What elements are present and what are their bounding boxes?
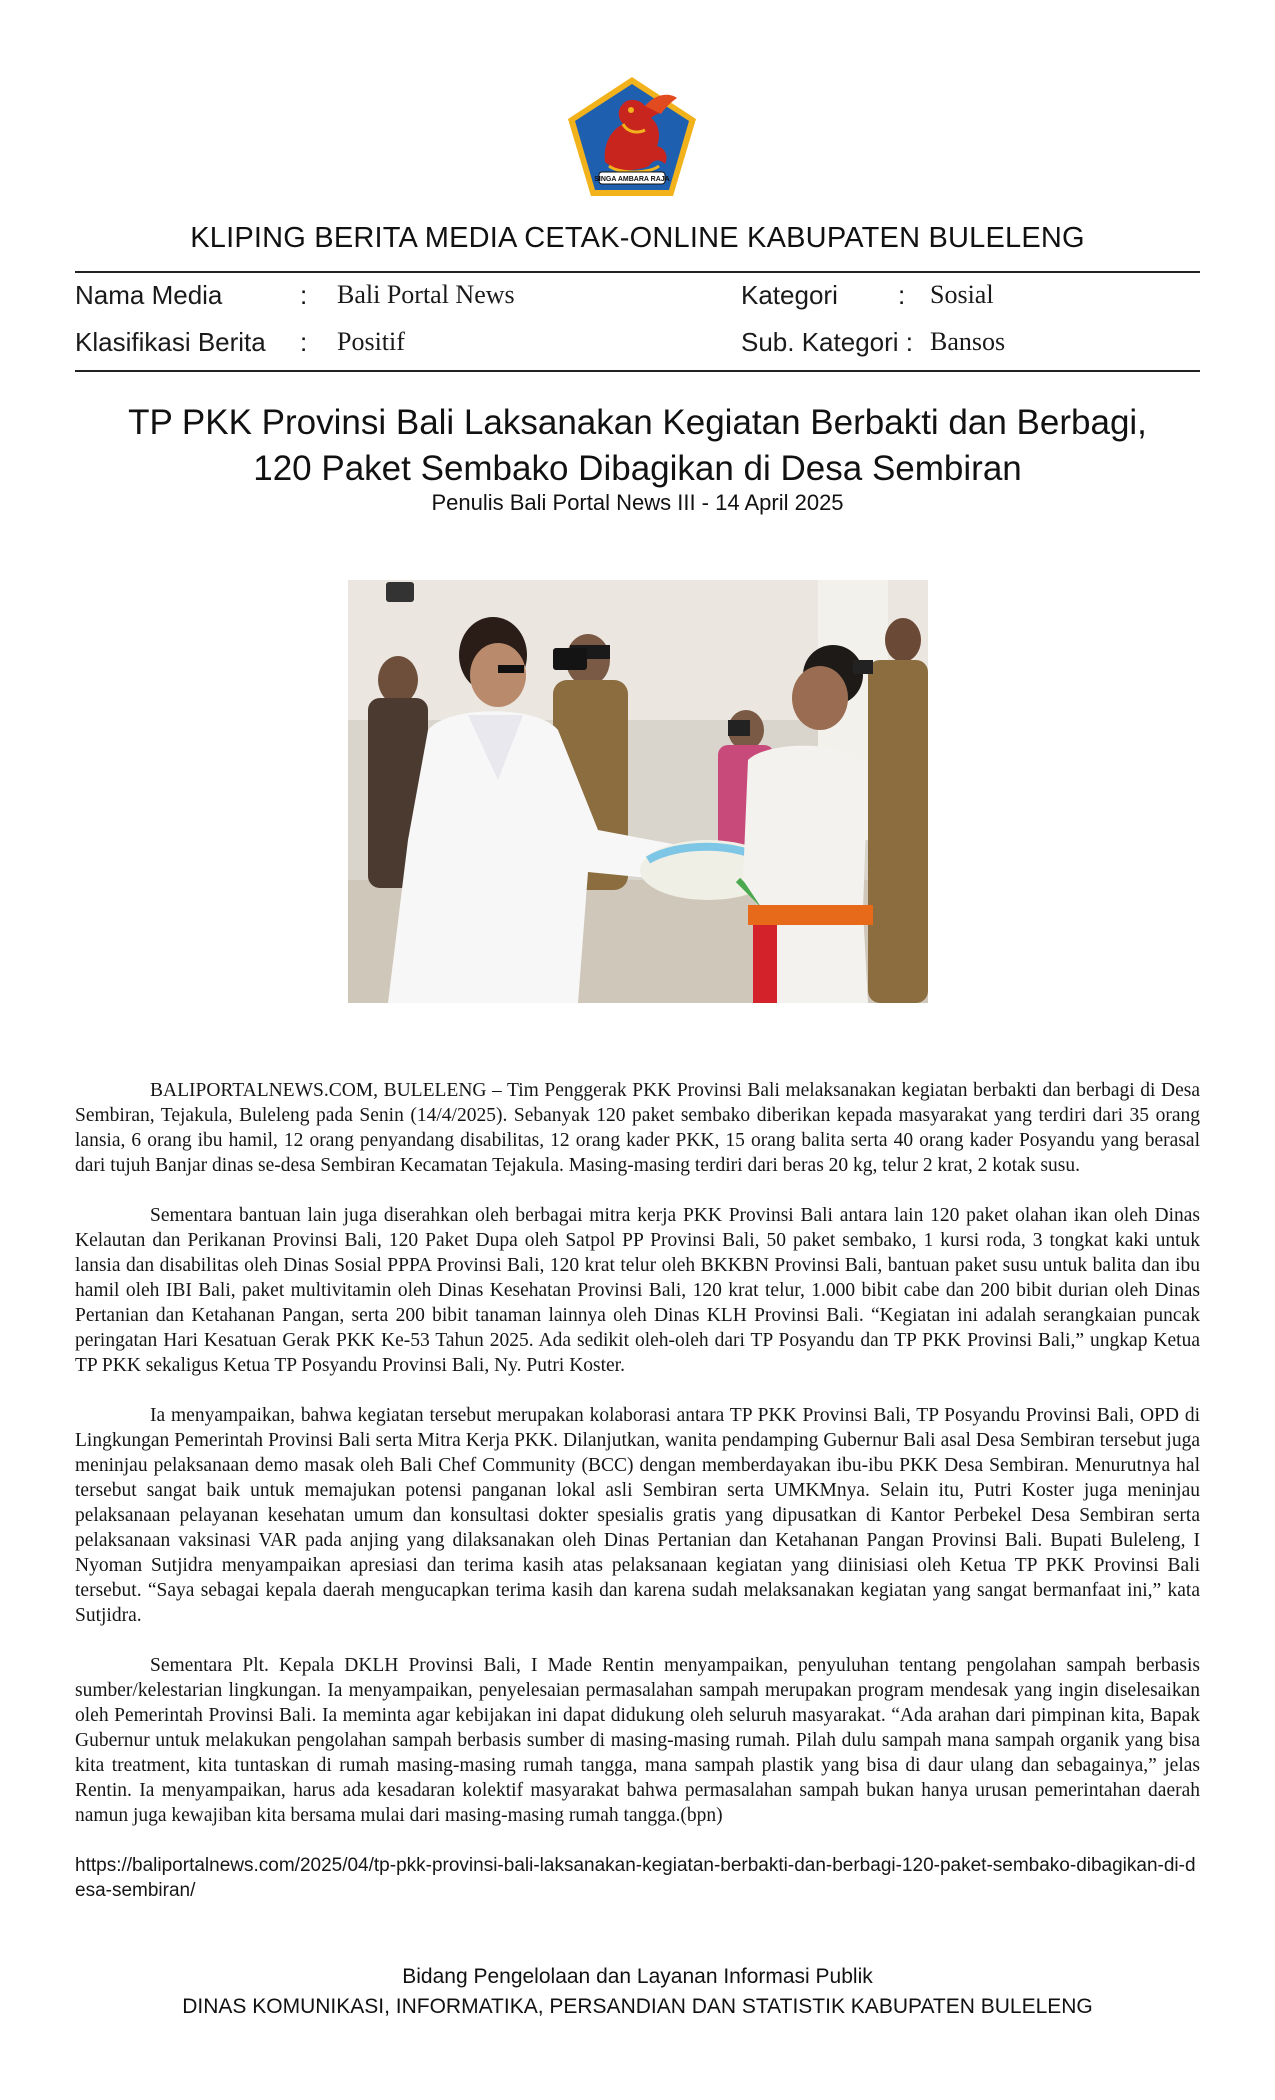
- news-classification-colon: :: [300, 327, 308, 357]
- category-colon: :: [898, 280, 906, 310]
- media-name-colon: :: [300, 280, 308, 310]
- article-paragraph-4: Sementara Plt. Kepala DKLH Provinsi Bali, I Made Rentin menyampaikan, penyuluhan tentang pengolahan sampah berbasis sumber/kelestarian lingkungan. Ia menyampaikan, penyelesaian permasalahan sampah merupakan program mendesak yang ingin diselesaikan oleh Pemerintah Provinsi Bali. Ia meminta agar kebijakan ini dapat didukung oleh seluruh masyarakat. “Ada arahan dari pimpinan kita, Bapak Gubernur untuk melakukan pengolahan sampah berbasis sumber di masing-masing rumah. Pilah dulu sampah mana sampah organik yang bisa kita treatment, kita tuntaskan di rumah masing-masing rumah tangga, mana sampah plastik yang bisa di daur ulang dan sebagainya,” jelas Rentin. Ia menyampaikan, harus ada kesadaran kolektif masyarakat bahwa permasalahan sampah bukan hanya urusan pemerintahan daerah namun juga kewajiban kita bersama mulai dari masing-masing rumah tangga.(bpn): [75, 1655, 1200, 1826]
- category-value: Sosial: [930, 280, 994, 309]
- svg-text:SINGA AMBARA RAJA: SINGA AMBARA RAJA: [594, 176, 670, 183]
- footer-division: Bidang Pengelolaan dan Layanan Informasi Publik: [402, 1965, 873, 1988]
- article-title-line-2: 120 Paket Sembako Dibagikan di Desa Sembiran: [253, 449, 1022, 488]
- category-label: Kategori: [741, 280, 838, 310]
- footer-agency: DINAS KOMUNIKASI, INFORMATIKA, PERSANDIAN DAN STATISTIK KABUPATEN BULELENG: [182, 1995, 1093, 2018]
- clipping-header-title: KLIPING BERITA MEDIA CETAK-ONLINE KABUPATEN BULELENG: [190, 222, 1085, 254]
- article-body: [75, 1078, 1200, 1928]
- header-divider-top: [75, 271, 1200, 273]
- article-title: [0, 400, 1275, 492]
- media-name-label: Nama Media: [75, 280, 223, 310]
- article-title-line-1: TP PKK Provinsi Bali Laksanakan Kegiatan Berbakti dan Berbagi,: [128, 403, 1147, 442]
- news-classification-value: Positif: [337, 327, 405, 356]
- singa-ambara-raja-emblem: [565, 74, 699, 200]
- article-photo: [348, 580, 928, 1003]
- article-byline: Penulis Bali Portal News III - 14 April 2025: [431, 490, 844, 515]
- news-classification-label: Klasifikasi Berita: [75, 327, 266, 357]
- footer: [0, 1962, 1275, 2022]
- sub-category-label: Sub. Kategori :: [741, 327, 913, 357]
- article-paragraph-1: BALIPORTALNEWS.COM, BULELENG – Tim Penggerak PKK Provinsi Bali melaksanakan kegiatan berbakti dan berbagi di Desa Sembiran, Tejakula, Buleleng pada Senin (14/4/2025). Sebanyak 120 paket sembako diberikan kepada masyarakat yang terdiri dari 35 orang lansia, 6 orang ibu hamil, 12 orang penyandang disabilitas, 12 orang kader PKK, 15 orang balita serta 40 orang kader Posyandu yang berasal dari tujuh Banjar dinas se-desa Sembiran Kecamatan Tejakula. Masing-masing terdiri dari beras 20 kg, telur 2 krat, 2 kotak susu.: [75, 1080, 1200, 1176]
- sub-category-value: Bansos: [930, 327, 1006, 356]
- header-divider-bottom: [75, 370, 1200, 372]
- article-paragraph-3: Ia menyampaikan, bahwa kegiatan tersebut merupakan kolaborasi antara TP PKK Provinsi Bali, TP Posyandu Provinsi Bali, OPD di Lingkungan Pemerintah Provinsi Bali serta Mitra Kerja PKK. Dilanjutkan, wanita pendamping Gubernur Bali asal Desa Sembiran tersebut juga meninjau pelaksanaan demo masak oleh Bali Chef Community (BCC) dengan memberdayakan ibu-ibu PKK Desa Sembiran. Menurutnya hal tersebut sangat baik untuk memajukan potensi panganan lokal asli Sembiran serta UMKMnya. Selain itu, Putri Koster juga meninjau pelaksanaan pelayanan kesehatan umum dan konsultasi dokter spesialis gratis yang dipusatkan di Kantor Perbekel Desa Sembiran serta pelaksanaan vaksinasi VAR pada anjing yang dilaksanakan oleh Dinas Pertanian dan Ketahanan Pangan Provinsi Bali. Bupati Buleleng, I Nyoman Sutjidra menyampaikan apresiasi dan terima kasih atas pelaksanaan kegiatan yang diinisiasi oleh Ketua TP PKK Provinsi Bali tersebut. “Saya sebagai kepala daerah mengucapkan terima kasih dan karena sudah melaksanakan kegiatan yang sangat bermanfaat ini,” kata Sutjidra.: [75, 1405, 1200, 1626]
- source-url-link[interactable]: https://baliportalnews.com/2025/04/tp-pkk-provinsi-bali-laksanakan-kegiatan-berbakti-dan-berbagi-120-paket-sembako-dibagikan-di-desa-sembiran/: [75, 1855, 1196, 1901]
- article-paragraph-2: Sementara bantuan lain juga diserahkan oleh berbagai mitra kerja PKK Provinsi Bali antara lain 120 paket olahan ikan oleh Dinas Kelautan dan Perikanan Provinsi Bali, 120 Paket Dupa oleh Satpol PP Provinsi Bali, 50 paket sembako, 1 kursi roda, 3 tongkat kaki untuk lansia dan disabilitas oleh Dinas Sosial PPPA Provinsi Bali, 120 krat telur oleh BKKBN Provinsi Bali, bantuan paket susu untuk balita dan ibu hamil oleh IBI Bali, paket multivitamin oleh Dinas Kesehatan Provinsi Bali, 120 krat telur, 1.000 bibit cabe dan 200 bibit durian oleh Dinas Pertanian dan Ketahanan Pangan, serta 200 bibit tanaman lainnya oleh Dinas KLH Provinsi Bali. “Kegiatan ini adalah serangkaian puncak peringatan Hari Kesatuan Gerak PKK Ke-53 Tahun 2025. Ada sedikit oleh-oleh dari TP Posyandu dan TP PKK Provinsi Bali,” ungkap Ketua TP PKK sekaligus Ketua TP Posyandu Provinsi Bali, Ny. Putri Koster.: [75, 1205, 1200, 1376]
- media-name-value: Bali Portal News: [337, 280, 515, 309]
